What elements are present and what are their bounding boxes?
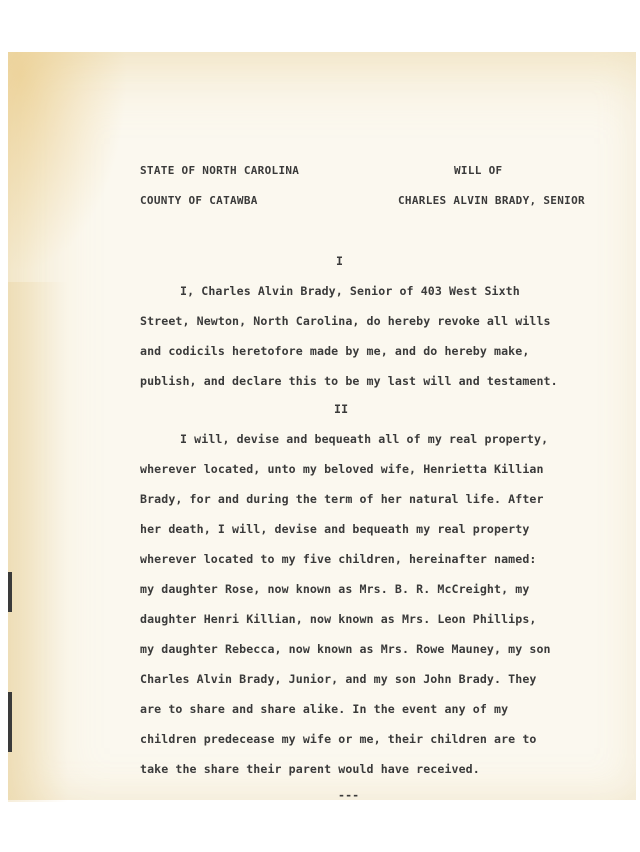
section-ii-line: my daughter Rebecca, now known as Mrs. Rowe Mauney, my son [140, 642, 551, 656]
scan-edge-mark [8, 572, 12, 612]
scan-edge-mark [8, 692, 12, 752]
document-page [8, 52, 636, 800]
section-ii-line: take the share their parent would have received. [140, 762, 480, 776]
section-ii-line: children predecease my wife or me, their children are to [140, 732, 537, 746]
document-type-heading: WILL OF [454, 164, 503, 177]
section-ii-line: wherever located, unto my beloved wife, Henrietta Killian [140, 462, 544, 476]
state-heading: STATE OF NORTH CAROLINA [140, 164, 300, 177]
section-i-line: publish, and declare this to be my last will and testament. [140, 374, 558, 388]
county-heading: COUNTY OF CATAWBA [140, 194, 258, 207]
section-ii-line: daughter Henri Killian, now known as Mrs. Leon Phillips, [140, 612, 537, 626]
section-ii-line: wherever located to my five children, hereinafter named: [140, 552, 537, 566]
section-ii-line: my daughter Rose, now known as Mrs. B. R. McCreight, my [140, 582, 530, 596]
continuation-mark: --- [338, 788, 360, 802]
section-i-line: Street, Newton, North Carolina, do hereby revoke all wills [140, 314, 551, 328]
section-i-line: I, Charles Alvin Brady, Senior of 403 West Sixth [180, 284, 520, 298]
testator-heading: CHARLES ALVIN BRADY, SENIOR [398, 194, 585, 207]
section-ii-line: are to share and share alike. In the event any of my [140, 702, 509, 716]
section-ii-line: her death, I will, devise and bequeath my real property [140, 522, 530, 536]
section-i-line: and codicils heretofore made by me, and do hereby make, [140, 344, 530, 358]
paper-stain [8, 52, 128, 272]
section-ii-line: Charles Alvin Brady, Junior, and my son John Brady. They [140, 672, 537, 686]
section-numeral-ii: II [334, 402, 349, 416]
section-numeral-i: I [336, 254, 344, 268]
section-ii-line: Brady, for and during the term of her natural life. After [140, 492, 544, 506]
paper-stain-left [8, 282, 68, 802]
section-ii-line: I will, devise and bequeath all of my real property, [180, 432, 549, 446]
